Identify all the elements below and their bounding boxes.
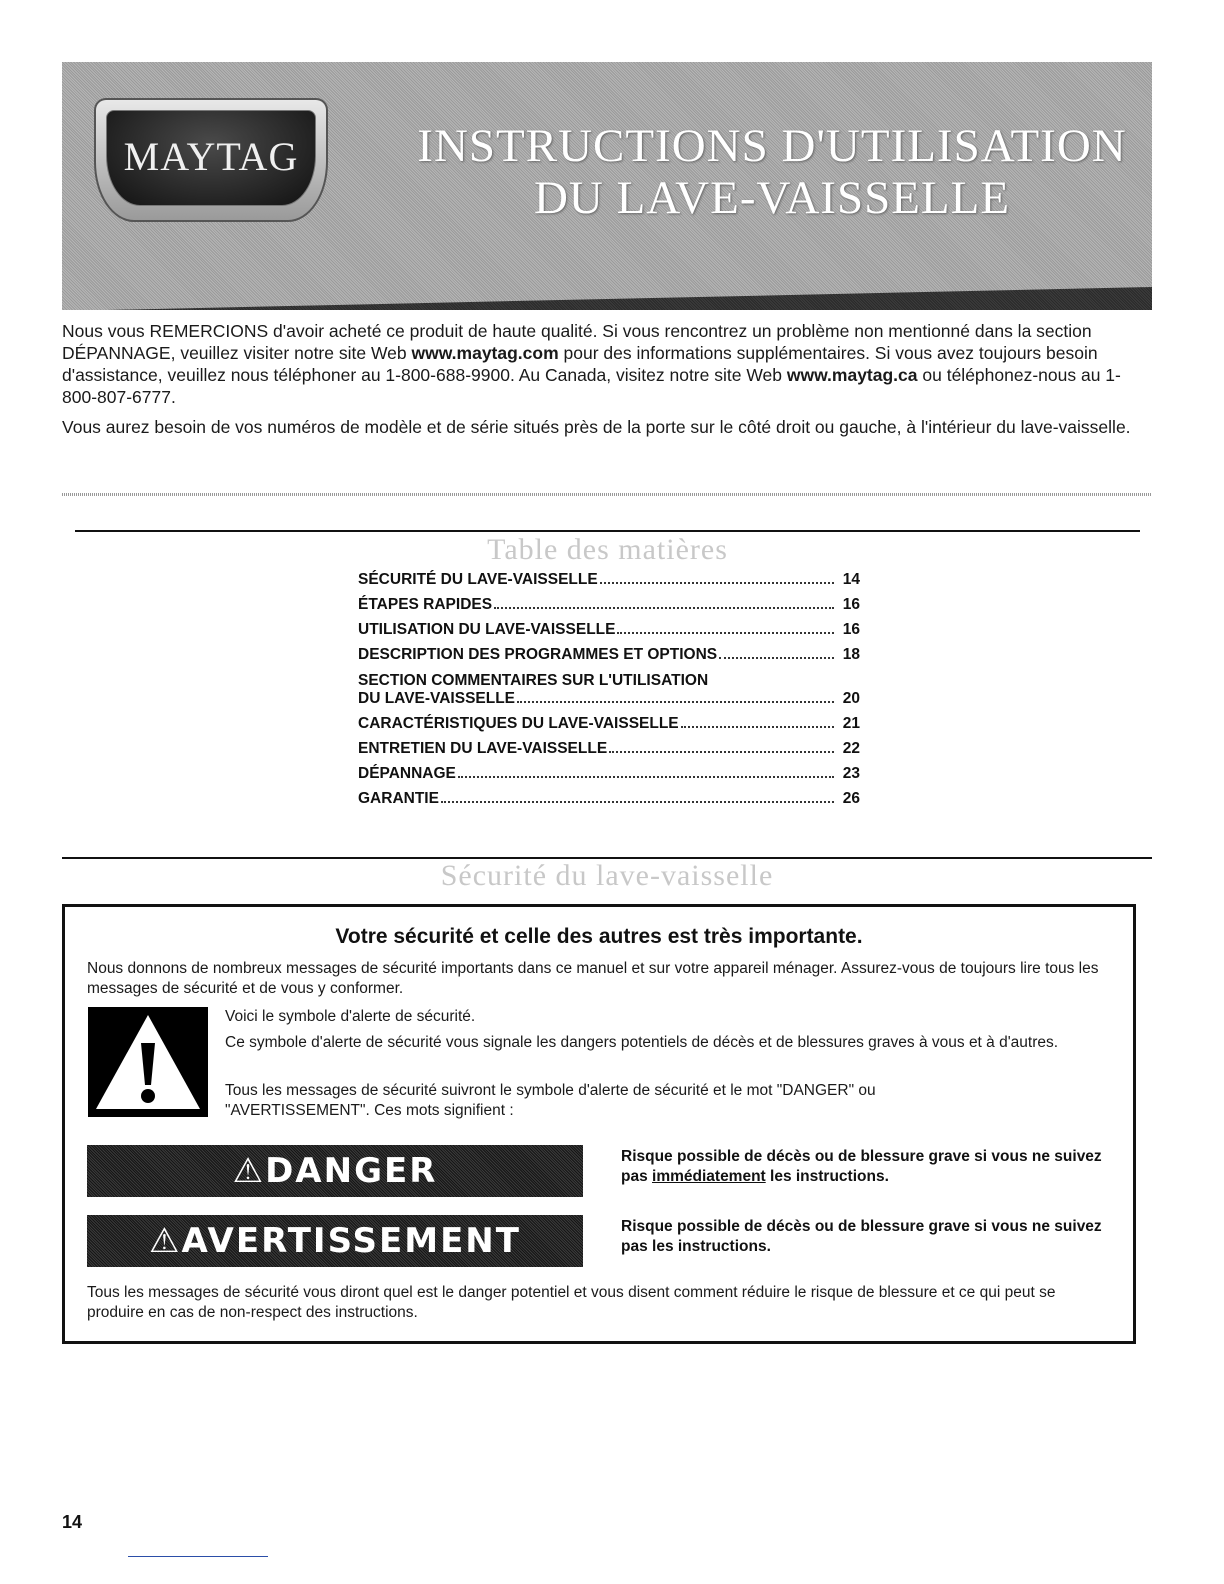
section-divider [62, 493, 1152, 496]
toc-item: CARACTÉRISTIQUES DU LAVE-VAISSELLE 21 [358, 715, 860, 732]
toc-item: SECTION COMMENTAIRES SUR L'UTILISATION DU LAVE-VAISSELLE 20 [358, 672, 860, 707]
safety-closing: Tous les messages de sécurité vous diront quel est le danger potentiel et vous disent comment réduire le risque de blessure et ce qui peut se produire en cas de non-respect des instructions. [87, 1284, 1056, 1321]
danger-description: Risque possible de décès ou de blessure grave si vous ne suivez pas immédiatement les instructions. [621, 1148, 1102, 1185]
brand-name: MAYTAG [123, 134, 299, 179]
page-number: 14 [62, 1512, 83, 1532]
intro-paragraph-1: Nous vous REMERCIONS d'avoir acheté ce produit de haute qualité. Si vous rencontrez un problème non mentionné dans la section DÉPANNAGE, veuillez visiter notre site Web www.maytag.com pour des informations supplémentaires. Si vous avez toujours besoin d'assistance, veuillez nous téléphoner au 1-800-688-9900. Au Canada, visitez notre site Web www.maytag.ca ou téléphonez-nous au 1-800-807-6777. [62, 321, 1121, 407]
symbol-text: Voici le symbole d'alerte de sécurité. [225, 1008, 476, 1025]
safety-intro: Nous donnons de nombreux messages de sécurité importants dans ce manuel et sur votre appareil ménager. Assurez-vous de toujours lire tous les messages de sécurité et de vous y conformer. [87, 960, 1099, 997]
document-title [392, 120, 1152, 224]
safety-heading: Votre sécurité et celle des autres est très importante. [335, 925, 863, 948]
title-line-2: DU LAVE-VAISSELLE [533, 172, 1011, 224]
warning-label: ⚠AVERTISSEMENT [87, 1215, 583, 1267]
alert-icon: ⚠ [149, 1221, 182, 1261]
maytag-com-link: www.maytag.com [411, 343, 559, 363]
symbol-description: Ce symbole d'alerte de sécurité vous signale les dangers potentiels de décès et de blessures graves à vous et à d'autres. [225, 1034, 1059, 1051]
safety-section-title: Sécurité du lave-vaisselle [440, 859, 774, 892]
toc-item: ENTRETIEN DU LAVE-VAISSELLE 22 [358, 740, 860, 757]
header-banner [62, 62, 1152, 310]
toc-item: ÉTAPES RAPIDES 16 [358, 596, 860, 613]
footer-rule [128, 1556, 268, 1557]
toc-title: Table des matières [487, 533, 728, 566]
toc-item: DÉPANNAGE 23 [358, 765, 860, 782]
warning-triangle-icon [88, 1007, 208, 1117]
table-of-contents [358, 571, 860, 815]
safety-box [62, 904, 1136, 1344]
intro-paragraph-2: Vous aurez besoin de vos numéros de modèle et de série situés près de la porte sur le côté droit ou gauche, à l'intérieur du lave-vaisselle. [62, 417, 1131, 437]
maytag-logo [94, 98, 328, 222]
toc-item: SÉCURITÉ DU LAVE-VAISSELLE 14 [358, 571, 860, 588]
signal-words-text: Tous les messages de sécurité suivront le symbole d'alerte de sécurité et le mot "DANGER" ou "AVERTISSEMENT". Ces mots signifient : [225, 1082, 876, 1119]
safety-alert-symbol [88, 1007, 208, 1117]
danger-label: ⚠DANGER [87, 1145, 583, 1197]
toc-item: GARANTIE 26 [358, 790, 860, 807]
toc-item: UTILISATION DU LAVE-VAISSELLE 16 [358, 621, 860, 638]
toc-item: DESCRIPTION DES PROGRAMMES ET OPTIONS 18 [358, 646, 860, 663]
warning-description: Risque possible de décès ou de blessure grave si vous ne suivez pas les instructions. [621, 1218, 1102, 1255]
banner-stripe [62, 287, 1152, 310]
title-line-1: INSTRUCTIONS D'UTILISATION [417, 120, 1127, 172]
alert-icon: ⚠ [232, 1151, 266, 1191]
maytag-ca-link: www.maytag.ca [786, 365, 918, 385]
toc-rule [75, 530, 1140, 532]
